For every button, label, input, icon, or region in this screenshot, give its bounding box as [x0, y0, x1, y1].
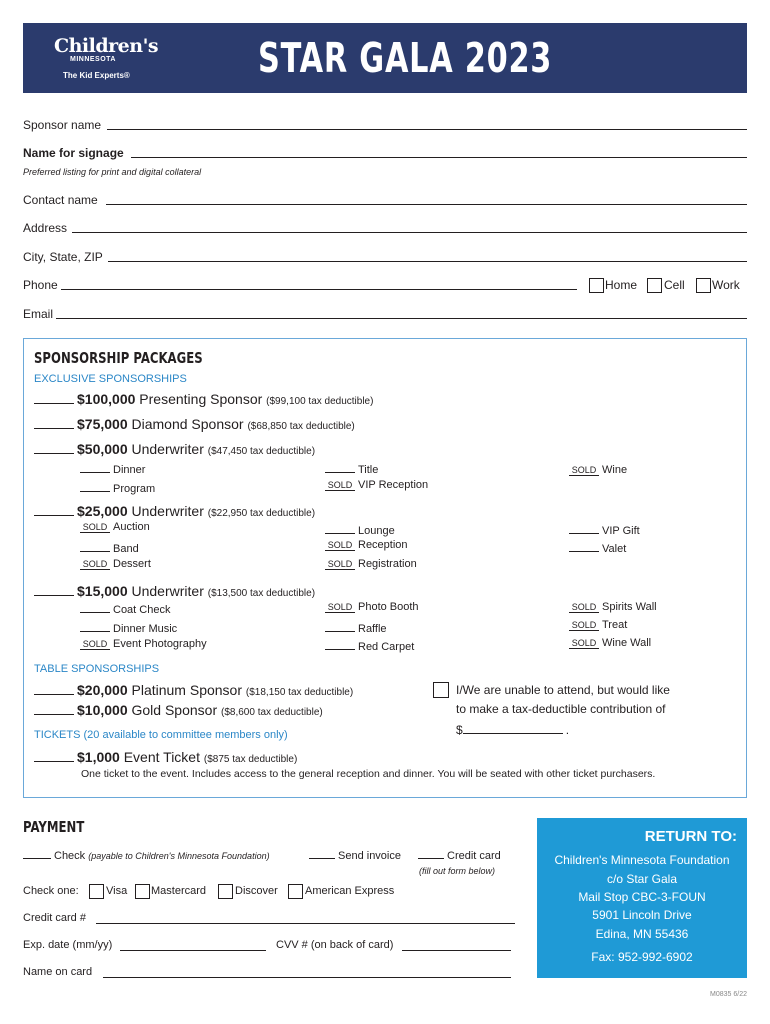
u25-vip-gift-label: VIP Gift: [602, 525, 640, 537]
u50-dinner-label: Dinner: [113, 464, 146, 476]
platinum-tax: ($18,150 tax deductible): [245, 687, 354, 698]
u15-wine-wall: [569, 637, 651, 649]
email-field[interactable]: [56, 318, 747, 319]
u15-dinner-music-blank[interactable]: [80, 620, 110, 632]
presenting-tax: ($99,100 tax deductible): [266, 396, 374, 407]
u15-name: Underwriter: [131, 583, 204, 599]
return-line5: Edina, MN 55436: [595, 927, 689, 941]
u15-treat: [569, 619, 627, 631]
check-note: (payable to Children's Minnesota Foundation): [88, 851, 270, 861]
contact-name-field[interactable]: [106, 204, 747, 205]
u15-raffle-label: Raffle: [358, 623, 387, 635]
signage-note: Preferred listing for print and digital collateral: [23, 167, 202, 177]
u50-program-label: Program: [113, 483, 156, 495]
u50-name: Underwriter: [131, 441, 204, 457]
mastercard-label: Mastercard: [151, 885, 207, 897]
u25-registration: [325, 558, 417, 570]
packages-heading: SPONSORSHIP PACKAGES: [34, 349, 203, 367]
city-state-zip-label: City, State, ZIP: [23, 250, 103, 264]
sold-badge: SOLD: [80, 559, 110, 570]
check-label: Check: [54, 850, 86, 862]
u50-dinner[interactable]: [80, 461, 145, 476]
u25-valet-blank[interactable]: [569, 540, 599, 552]
mastercard-checkbox[interactable]: [135, 884, 150, 899]
sold-badge: SOLD: [569, 465, 599, 476]
donation-line1: I/We are unable to attend, but would like: [456, 683, 670, 697]
u25-amount: $25,000: [77, 503, 128, 519]
presenting-name: Presenting Sponsor: [139, 391, 263, 407]
u15-red-carpet[interactable]: [325, 638, 414, 653]
u50-program-blank[interactable]: [80, 480, 110, 492]
presenting-sponsor-row[interactable]: [34, 391, 373, 407]
sold-badge: SOLD: [325, 540, 355, 551]
sold-badge: SOLD: [325, 602, 355, 613]
fill-note: (fill out form below): [419, 866, 496, 876]
u50-title[interactable]: [325, 461, 378, 476]
u15-amount: $15,000: [77, 583, 128, 599]
check-option[interactable]: [23, 847, 270, 862]
u50-vip-reception: [325, 479, 428, 491]
u15-red-carpet-label: Red Carpet: [358, 641, 415, 653]
u15-event-photography-label: Event Photography: [113, 638, 207, 650]
u50-title-blank[interactable]: [325, 461, 355, 473]
u25-dessert-label: Dessert: [113, 558, 151, 570]
phone-home-checkbox[interactable]: [589, 278, 604, 293]
city-state-zip-field[interactable]: [108, 261, 747, 262]
return-line4: 5901 Lincoln Drive: [592, 908, 692, 922]
u25-reception-label: Reception: [358, 539, 408, 551]
tickets-heading: TICKETS (20 available to committee members only): [34, 729, 288, 741]
form-code: M0835 6/22: [710, 991, 747, 998]
u25-auction-label: Auction: [113, 521, 150, 533]
u25-lounge[interactable]: [325, 522, 395, 537]
u50-vip-reception-label: VIP Reception: [358, 479, 429, 491]
table-sponsorships-heading: TABLE SPONSORSHIPS: [34, 663, 160, 675]
return-line2: c/o Star Gala: [606, 872, 678, 886]
exp-date-field[interactable]: [120, 950, 266, 951]
u15-red-carpet-blank[interactable]: [325, 638, 355, 650]
check-one-label: Check one:: [23, 885, 79, 897]
invoice-blank[interactable]: [309, 847, 335, 859]
u50-amount: $50,000: [77, 441, 128, 457]
donation-line2: to make a tax-deductible contribution of: [456, 702, 666, 716]
u25-vip-gift-blank[interactable]: [569, 522, 599, 534]
return-line1: Children's Minnesota Foundation: [554, 853, 730, 867]
u25-auction: [80, 521, 150, 533]
ticket-amount: $1,000: [77, 749, 120, 765]
gold-sponsor-row[interactable]: [34, 702, 323, 718]
phone-cell-checkbox[interactable]: [647, 278, 662, 293]
donation-checkbox[interactable]: [433, 682, 449, 698]
sold-badge: SOLD: [80, 522, 110, 533]
u15-event-photography: [80, 638, 207, 650]
signage-name-label: Name for signage: [23, 146, 124, 160]
exp-date-label: Exp. date (mm/yy): [23, 939, 113, 951]
phone-work-label: Work: [712, 278, 740, 292]
amex-label: American Express: [305, 885, 395, 897]
return-line3: Mail Stop CBC-3-FOUN: [578, 890, 706, 904]
u15-blank[interactable]: [34, 584, 74, 596]
u25-name: Underwriter: [131, 503, 204, 519]
u25-band[interactable]: [80, 540, 139, 555]
dollar-sign: $: [456, 723, 463, 737]
u15-spirits-wall-label: Spirits Wall: [602, 601, 657, 613]
u25-vip-gift[interactable]: [569, 522, 640, 537]
payment-heading: PAYMENT: [23, 818, 85, 836]
u15-photo-booth: [325, 601, 419, 613]
logo-tagline: The Kid Experts®: [63, 71, 130, 80]
logo-minnesota: MINNESOTA: [70, 56, 116, 63]
email-label: Email: [23, 307, 54, 321]
u50-wine-label: Wine: [602, 464, 628, 476]
address-label: Address: [23, 221, 68, 235]
gold-amount: $10,000: [77, 702, 128, 718]
u25-dessert: [80, 558, 151, 570]
sponsor-name-field[interactable]: [107, 129, 747, 130]
u50-dinner-blank[interactable]: [80, 461, 110, 473]
sold-badge: SOLD: [325, 480, 355, 491]
u25-valet-label: Valet: [602, 543, 627, 555]
send-invoice-option[interactable]: [309, 847, 401, 862]
cc-number-field[interactable]: [96, 923, 515, 924]
gold-name: Gold Sponsor: [131, 702, 218, 718]
discover-checkbox[interactable]: [218, 884, 233, 899]
cvv-field[interactable]: [402, 950, 511, 951]
platinum-blank[interactable]: [34, 683, 74, 695]
u25-blank[interactable]: [34, 504, 74, 516]
donation-period: .: [565, 723, 570, 737]
phone-field[interactable]: [61, 289, 577, 290]
diamond-amount: $75,000: [77, 416, 128, 432]
cvv-label: CVV # (on back of card): [276, 939, 394, 951]
ticket-blank[interactable]: [34, 750, 74, 762]
u25-lounge-blank[interactable]: [325, 522, 355, 534]
gold-tax: ($8,600 tax deductible): [221, 707, 323, 718]
underwriter-50k-row[interactable]: [34, 441, 315, 457]
name-on-card-field[interactable]: [103, 977, 511, 978]
amex-checkbox[interactable]: [288, 884, 303, 899]
phone-cell-label: Cell: [664, 278, 685, 292]
u25-band-blank[interactable]: [80, 540, 110, 552]
name-on-card-label: Name on card: [23, 966, 93, 978]
ticket-note: One ticket to the event. Includes access to the general reception and dinner. You will be seated with other ticket purchasers.: [81, 768, 656, 780]
sold-badge: SOLD: [569, 620, 599, 631]
credit-card-label: Credit card: [447, 850, 501, 862]
cc-number-label: Credit card #: [23, 912, 86, 924]
u50-blank[interactable]: [34, 442, 74, 454]
u15-tax: ($13,500 tax deductible): [207, 588, 316, 599]
underwriter-25k-row[interactable]: [34, 503, 315, 519]
u25-valet[interactable]: [569, 540, 626, 555]
discover-label: Discover: [235, 885, 278, 897]
donation-amount-row[interactable]: [456, 722, 569, 737]
send-invoice-label: Send invoice: [338, 850, 401, 862]
visa-label: Visa: [106, 885, 128, 897]
address-field[interactable]: [72, 232, 747, 233]
u25-tax: ($22,950 tax deductible): [207, 508, 316, 519]
u15-spirits-wall: [569, 601, 657, 613]
diamond-blank[interactable]: [34, 417, 74, 429]
u50-program[interactable]: [80, 480, 155, 495]
u50-title-label: Title: [358, 464, 379, 476]
u15-wine-wall-label: Wine Wall: [602, 637, 652, 649]
contact-name-label: Contact name: [23, 193, 98, 207]
u15-raffle-blank[interactable]: [325, 620, 355, 632]
sold-badge: SOLD: [569, 602, 599, 613]
sold-badge: SOLD: [80, 639, 110, 650]
diamond-tax: ($68,850 tax deductible): [247, 421, 355, 432]
signage-name-field[interactable]: [131, 157, 747, 158]
return-to-heading: RETURN TO:: [644, 828, 737, 845]
underwriter-15k-row[interactable]: [34, 583, 315, 599]
gold-blank[interactable]: [34, 703, 74, 715]
platinum-sponsor-row[interactable]: [34, 682, 353, 698]
u50-wine: [569, 464, 627, 476]
platinum-amount: $20,000: [77, 682, 128, 698]
sponsor-name-label: Sponsor name: [23, 118, 102, 132]
check-blank[interactable]: [23, 847, 51, 859]
u50-tax: ($47,450 tax deductible): [207, 446, 316, 457]
sold-badge: SOLD: [569, 638, 599, 649]
return-fax: Fax: 952-992-6902: [591, 950, 693, 964]
phone-work-checkbox[interactable]: [696, 278, 711, 293]
u25-reception: [325, 539, 408, 551]
u15-coat-check[interactable]: [80, 601, 170, 616]
diamond-name: Diamond Sponsor: [131, 416, 244, 432]
ticket-name: Event Ticket: [123, 749, 200, 765]
childrens-logo: Children's: [54, 35, 159, 57]
u25-lounge-label: Lounge: [358, 525, 395, 537]
visa-checkbox[interactable]: [89, 884, 104, 899]
page-title: STAR GALA 2023: [258, 34, 553, 82]
sold-badge: SOLD: [325, 559, 355, 570]
phone-label: Phone: [23, 278, 58, 292]
u15-coat-check-label: Coat Check: [113, 604, 171, 616]
u25-registration-label: Registration: [358, 558, 417, 570]
u15-photo-booth-label: Photo Booth: [358, 601, 419, 613]
u15-dinner-music[interactable]: [80, 620, 177, 635]
presenting-amount: $100,000: [77, 391, 136, 407]
u15-dinner-music-label: Dinner Music: [113, 623, 178, 635]
u25-band-label: Band: [113, 543, 139, 555]
credit-card-blank[interactable]: [418, 847, 444, 859]
presenting-blank[interactable]: [34, 392, 74, 404]
diamond-sponsor-row[interactable]: [34, 416, 355, 432]
u15-raffle[interactable]: [325, 620, 387, 635]
exclusive-heading: EXCLUSIVE SPONSORSHIPS: [34, 373, 187, 385]
donation-amount-field[interactable]: [463, 722, 563, 734]
platinum-name: Platinum Sponsor: [131, 682, 243, 698]
credit-card-option[interactable]: [418, 847, 501, 862]
u15-coat-check-blank[interactable]: [80, 601, 110, 613]
event-ticket-row[interactable]: [34, 749, 297, 765]
phone-home-label: Home: [605, 278, 638, 292]
u15-treat-label: Treat: [602, 619, 628, 631]
ticket-tax: ($875 tax deductible): [203, 754, 298, 765]
